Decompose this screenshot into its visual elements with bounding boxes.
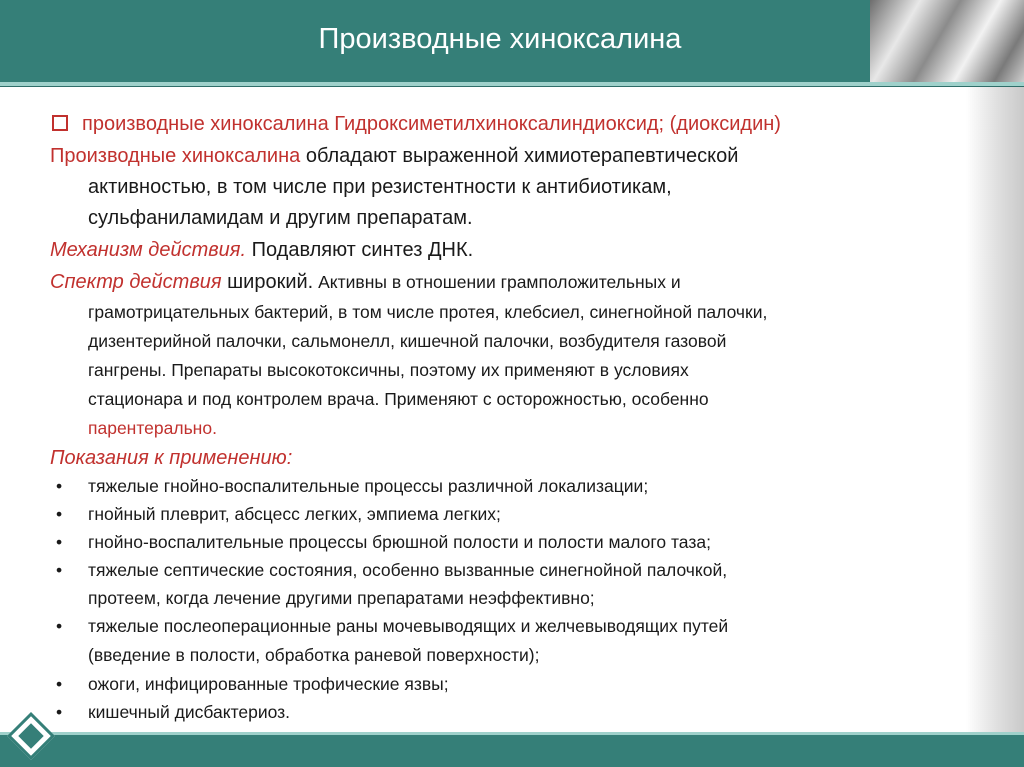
bullet-icon: • [56,616,63,636]
spectrum-first-small: Активны в отношении грамположительных и [313,272,681,292]
footer-bar [0,735,1024,767]
bullet-icon: • [56,532,63,552]
list-item-text: кишечный дисбактериоз. [88,702,291,722]
list-item-text: ожоги, инфицированные трофические язвы; [88,674,449,694]
mechanism-line [50,234,982,267]
mechanism-text: Подавляют синтез ДНК. [246,239,474,261]
mechanism-label: Механизм действия. [50,239,247,261]
list-item-cont [52,640,982,670]
indications-label: Показания к применению: [50,447,293,469]
header-divider-dark [0,86,1024,87]
spectrum-cont-2: дизентерийной палочки, сальмонелл, кишечной палочки, возбудителя газовой [88,331,727,351]
list-item [52,698,982,726]
list-item [52,557,982,584]
checkbox-bullet-icon [52,115,68,131]
bullet-icon: • [56,476,63,496]
list-item-text: тяжелые послеоперационные раны мочевыводящих и желчевыводящих путей [88,616,729,636]
spectrum-cont-3: гангрены. Препараты высокотоксичны, поэтому их применяют в условиях [88,360,689,380]
spectrum-cont-4: стационара и под контролем врача. Применяют с осторожностью, особенно [88,389,709,409]
spectrum-label: Спектр действия [50,271,222,293]
list-item [52,613,982,640]
bullet-icon: • [56,504,63,524]
list-item [52,528,982,557]
list-item [52,670,982,698]
slide-content [52,108,982,726]
list-item-text: тяжелые гнойно-воспалительные процессы различной локализации; [88,476,649,496]
diamond-inner-icon [18,723,43,748]
spectrum-line [50,267,982,298]
bullet-icon: • [56,674,63,694]
spectrum-first: широкий. [221,271,314,293]
list-item-text: протеем, когда лечение другими препаратами неэффективно; [88,588,595,608]
list-item-cont [52,584,982,613]
paragraph-properties [50,140,982,172]
list-item-text: тяжелые септические состояния, особенно вызванные синегнойной палочкой, [88,560,728,580]
properties-cont-1: активностью, в том числе при резистентности к антибиотикам, [88,176,672,198]
spectrum-cont-1: грамотрицательных бактерий, в том числе протея, клебсиел, синегнойной палочки, [88,302,768,322]
intro-text: производные хиноксалина Гидроксиметилхиноксалиндиоксид; (диоксидин) [82,113,781,135]
intro-line [52,108,982,140]
bullet-icon: • [56,702,63,722]
list-item [52,500,982,528]
bullet-icon: • [56,560,63,580]
header-photo [870,0,1024,82]
list-item-text: гнойно-воспалительные процессы брюшной полости и полости малого таза; [88,532,711,552]
list-item-text: (введение в полости, обработка раневой поверхности); [88,645,540,665]
properties-subject: Производные хиноксалина [50,145,301,167]
title-bar [0,0,1024,82]
properties-cont-2: сульфаниламидам и другим препаратам. [88,207,473,229]
properties-text: обладают выраженной химиотерапевтической [300,145,739,167]
slide-title: Производные хиноксалина [318,23,682,55]
spectrum-cont-red: парентерально. [88,418,217,438]
list-item [52,473,982,500]
list-item-text: гнойный плеврит, абсцесс легких, эмпиема легких; [88,504,501,524]
